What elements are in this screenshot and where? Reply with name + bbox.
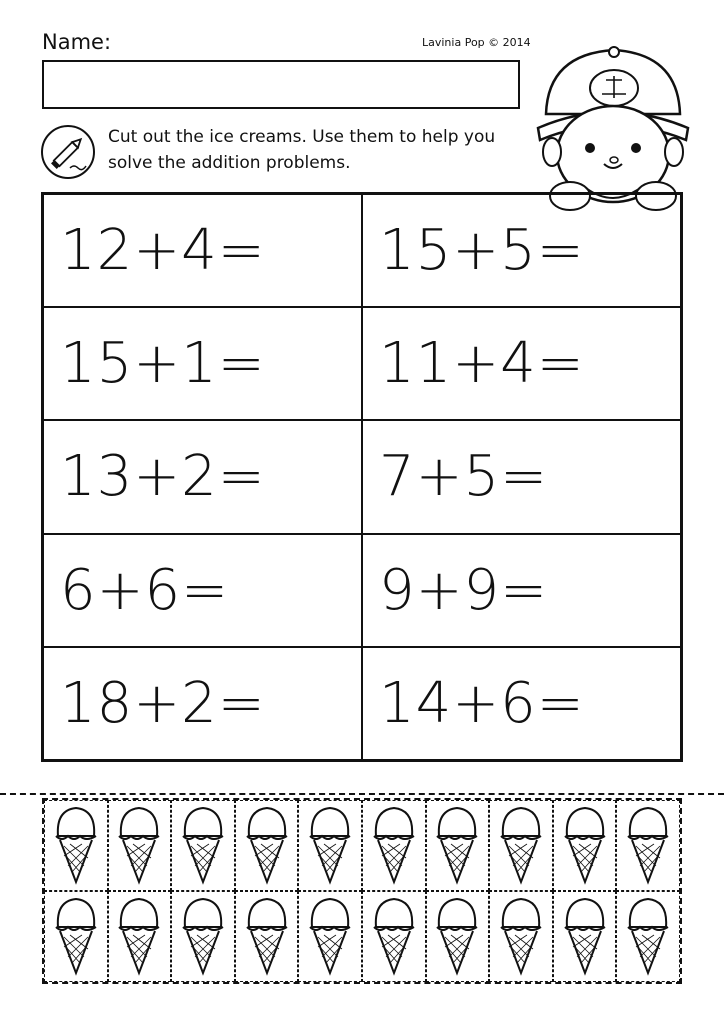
ice-cream-cone-icon — [306, 802, 354, 890]
problem-cell: 9+9= — [362, 534, 681, 647]
ice-cream-cone-cutout — [298, 891, 362, 982]
ice-cream-cone-cutout — [235, 800, 299, 891]
ice-cream-cone-icon — [497, 893, 545, 981]
kid-with-cap-illustration — [528, 36, 694, 211]
ice-cream-cone-cutout — [44, 891, 108, 982]
ice-cream-cone-cutout — [553, 891, 617, 982]
problem-cell: 12+4= — [43, 194, 362, 307]
ice-cream-cone-cutout — [553, 800, 617, 891]
copyright-text: Lavinia Pop © 2014 — [422, 36, 531, 49]
instructions-line-1: Cut out the ice creams. Use them to help you — [108, 127, 496, 147]
problems-grid — [41, 192, 683, 762]
ice-cream-cone-icon — [243, 893, 291, 981]
problem-cell: 7+5= — [362, 420, 681, 533]
ice-cream-cone-icon — [52, 893, 100, 981]
ice-cream-cone-icon — [370, 802, 418, 890]
ice-cream-cone-cutout — [171, 891, 235, 982]
name-field[interactable] — [42, 60, 520, 109]
ice-cream-cone-icon — [497, 802, 545, 890]
ice-cream-cone-icon — [179, 802, 227, 890]
ice-cream-cone-icon — [433, 802, 481, 890]
ice-cream-cone-icon — [179, 893, 227, 981]
ice-cream-cone-icon — [115, 893, 163, 981]
problem-cell: 14+6= — [362, 647, 681, 760]
problem-cell: 13+2= — [43, 420, 362, 533]
ice-cream-cone-cutout — [489, 800, 553, 891]
ice-cream-cone-cutout — [489, 891, 553, 982]
ice-cream-cone-cutout — [298, 800, 362, 891]
ice-cream-cone-icon — [115, 802, 163, 890]
problem-cell: 15+1= — [43, 307, 362, 420]
problem-cell: 6+6= — [43, 534, 362, 647]
ice-cream-cone-cutout — [108, 891, 172, 982]
ice-cream-cone-cutout — [108, 800, 172, 891]
ice-cream-cone-icon — [561, 802, 609, 890]
ice-cream-cone-cutout — [171, 800, 235, 891]
ice-cream-cone-cutout — [616, 891, 680, 982]
ice-cream-cone-icon — [624, 893, 672, 981]
ice-cream-cone-cutout — [44, 800, 108, 891]
problem-cell: 11+4= — [362, 307, 681, 420]
ice-cream-cone-icon — [52, 802, 100, 890]
name-label: Name: — [42, 30, 112, 54]
ice-cream-cone-icon — [624, 802, 672, 890]
ice-cream-cone-cutout — [616, 800, 680, 891]
ice-cream-cone-icon — [561, 893, 609, 981]
ice-cream-cone-icon — [306, 893, 354, 981]
pencil-icon — [40, 124, 96, 180]
ice-cream-cone-cutout — [362, 891, 426, 982]
cut-line — [0, 793, 724, 795]
problem-cell: 15+5= — [362, 194, 681, 307]
ice-cream-cone-cutout — [426, 891, 490, 982]
ice-cream-cutouts — [42, 798, 682, 984]
ice-cream-cone-cutout — [362, 800, 426, 891]
ice-cream-cone-cutout — [235, 891, 299, 982]
problem-cell: 18+2= — [43, 647, 362, 760]
instructions-line-2: solve the addition problems. — [108, 153, 351, 173]
ice-cream-cone-icon — [433, 893, 481, 981]
instructions — [108, 124, 528, 176]
ice-cream-cone-cutout — [426, 800, 490, 891]
ice-cream-cone-icon — [370, 893, 418, 981]
ice-cream-cone-icon — [243, 802, 291, 890]
